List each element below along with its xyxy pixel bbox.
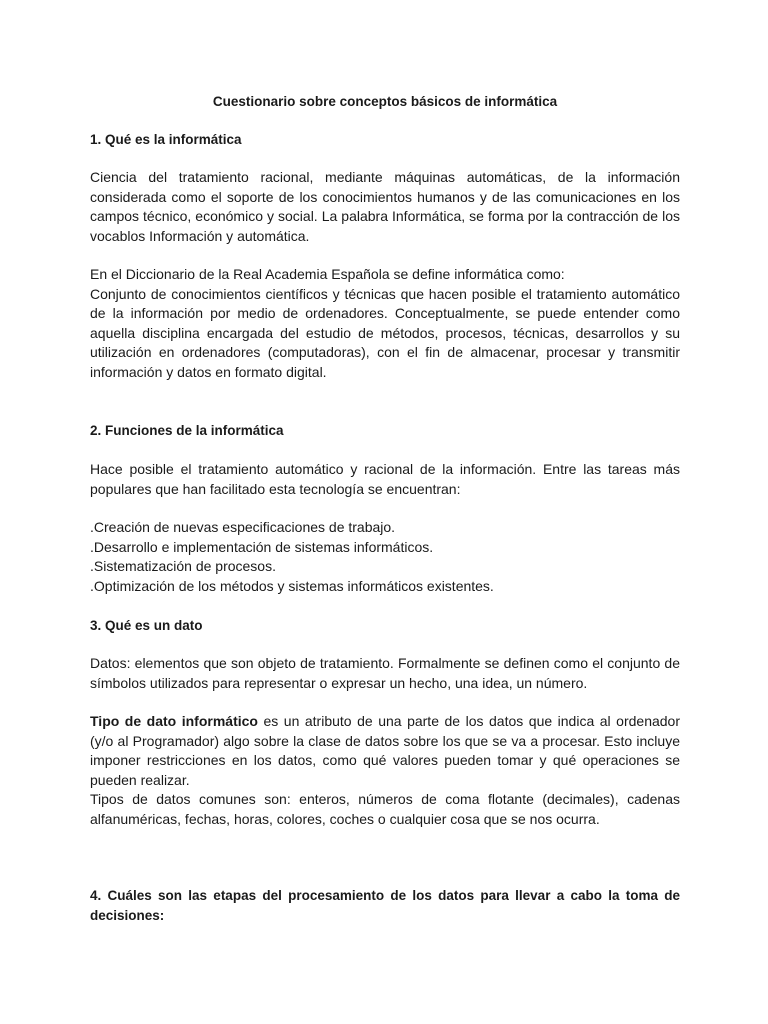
document-title: Cuestionario sobre conceptos básicos de informática (212, 94, 558, 109)
list-item: .Sistematización de procesos. (90, 558, 276, 574)
list-item: .Desarrollo e implementación de sistemas informáticos. (90, 538, 434, 555)
data-type-definition: es un atributo de una parte de los datos que indica al ordenador (y/o al Programador) algo sobre la clase de datos sobre los que se va a procesar. Esto incluye imponer restricciones en los datos, como qué valores pueden tomar y qué operaciones se pueden realizar. (90, 713, 680, 788)
list-item: .Creación de nuevas especificaciones de trabajo. (90, 519, 396, 535)
section-3-heading: 3. Qué es un dato (90, 618, 203, 633)
section-1-heading: 1. Qué es la informática (90, 132, 242, 147)
section-1-paragraph-1: Ciencia del tratamiento racional, mediante máquinas automáticas, de la información considerada como el soporte de los conocimientos humanos y de las comunicaciones en los campos técnico, económico y social. La palabra Informática, se forma por la contracción de los vocablos Información y automática. (90, 169, 680, 244)
section-1-paragraph-2 (90, 265, 680, 382)
data-type-term: Tipo de dato informático (90, 713, 258, 729)
document-page (90, 0, 680, 1024)
section-1-paragraph-2-intro: En el Diccionario de la Real Academia Española se define informática como: (90, 266, 565, 282)
section-3-paragraph-1: Datos: elementos que son objeto de tratamiento. Formalmente se definen como el conjunto de símbolos utilizados para representar o expresar un hecho, una idea, un número. (90, 655, 680, 691)
list-item: .Optimización de los métodos y sistemas informáticos existentes. (90, 577, 494, 594)
section-1-paragraph-2-body: Conjunto de conocimientos científicos y técnicas que hacen posible el tratamiento automático de la información por medio de ordenadores. Conceptualmente, se puede entender como aquella disciplina encargada del estudio de métodos, procesos, técnicas, desarrollos y su utilización en ordenadores (computadoras), con el fin de almacenar, procesar y transmitir información y datos en formato digital. (90, 285, 680, 380)
section-4-heading: 4. Cuáles son las etapas del procesamiento de los datos para llevar a cabo la toma de decisiones: (90, 888, 680, 923)
section-3-paragraph-2 (90, 712, 680, 829)
section-2-list (90, 518, 680, 596)
section-2-paragraph-1: Hace posible el tratamiento automático y racional de la información. Entre las tareas más populares que han facilitado esta tecnología se encuentran: (90, 461, 680, 497)
section-3-paragraph-3: Tipos de datos comunes son: enteros, números de coma flotante (decimales), cadenas alfanuméricas, fechas, horas, colores, coches o cualquier cosa que se nos ocurra. (90, 791, 680, 827)
section-2-heading: 2. Funciones de la informática (90, 423, 284, 438)
